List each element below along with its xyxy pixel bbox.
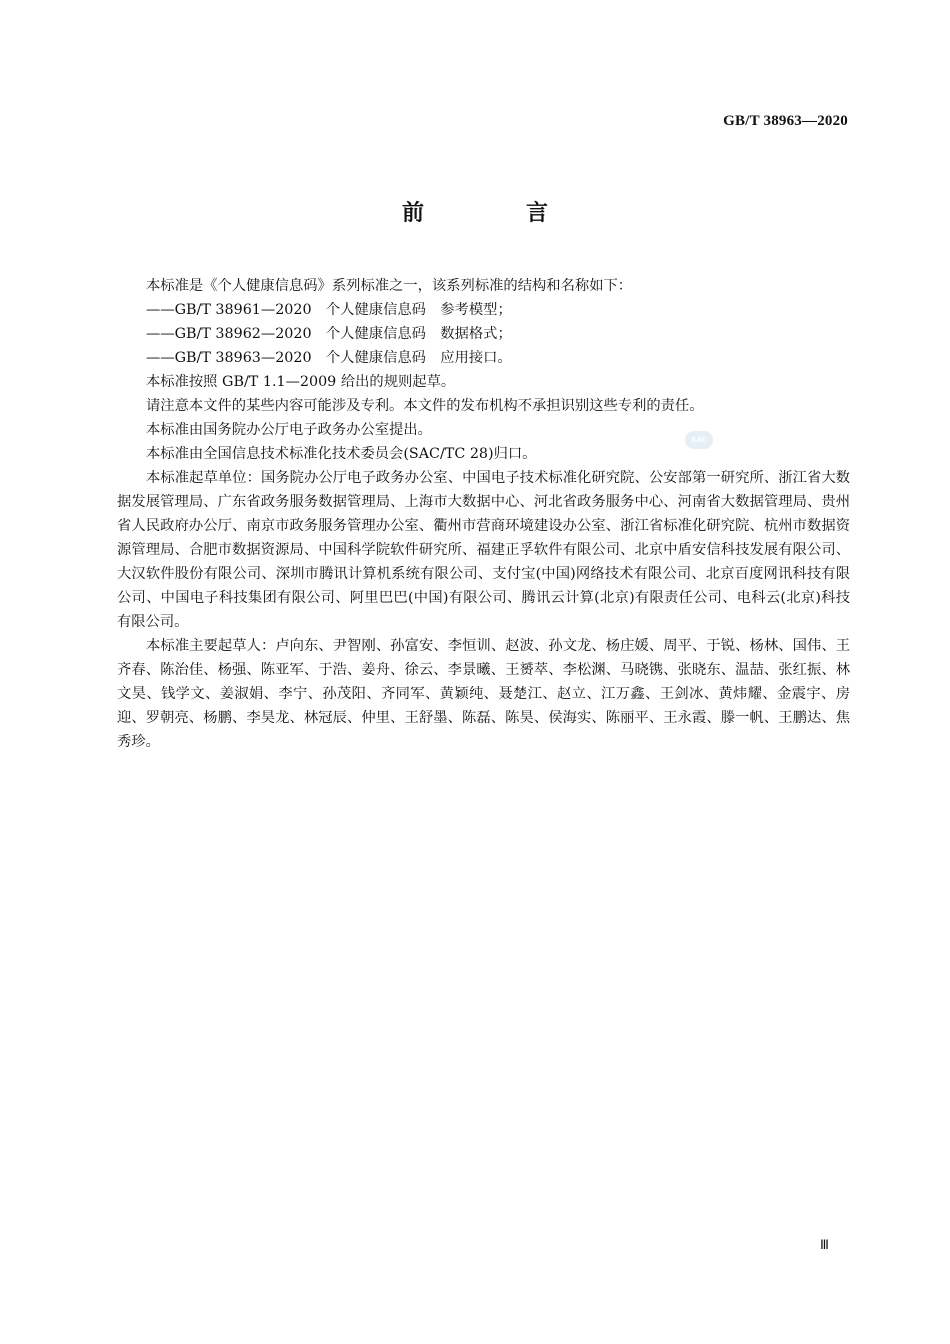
intro-paragraph: 本标准是《个人健康信息码》系列标准之一，该系列标准的结构和名称如下： [146,278,633,294]
drafters-paragraph: 本标准主要起草人：卢向东、尹智刚、孙富安、李恒训、赵波、孙文龙、杨庄媛、周平、于锐、杨林、国伟、王齐春、陈治佳、杨强、陈亚军、于浩、姜舟、徐云、李景曦、王赟萃、李松渊、马晓镌、张晓东、温喆、张红振、林文昊、钱学文、姜淑娟、李宁、孙茂阳、齐同军、黄颖纯、聂楚江、赵立、江万鑫、王剑冰、黄炜耀、金震宇、房迎、罗朝亮、杨鹏、李昊龙、林冠辰、仲里、王舒墨、陈磊、陈昊、侯海实、陈丽平、王永霞、滕一帆、王鹏达、焦秀珍。 [117,638,850,750]
patent-notice-paragraph: 请注意本文件的某些内容可能涉及专利。本文件的发布机构不承担识别这些专利的责任。 [146,398,704,414]
sac-watermark-logo: SAC [685,431,713,449]
page-title: 前 言 [401,200,588,226]
series-item: ——GB/T 38961—2020 个人健康信息码 参考模型； [146,302,512,318]
series-item: ——GB/T 38963—2020 个人健康信息码 应用接口。 [146,350,512,366]
proposed-by-paragraph: 本标准由国务院办公厅电子政务办公室提出。 [146,422,432,438]
standard-number: GB/T 38963—2020 [723,113,848,129]
drafting-units-paragraph: 本标准起草单位：国务院办公厅电子政务办公室、中国电子技术标准化研究院、公安部第一研究所、浙江省大数据发展管理局、广东省政务服务数据管理局、上海市大数据中心、河北省政务服务中心、河南省大数据管理局、贵州省人民政府办公厅、南京市政务服务管理办公室、衢州市营商环境建设办公室、浙江省标准化研究院、杭州市数据资源管理局、合肥市数据资源局、中国科学院软件研究所、福建正孚软件有限公司、北京中盾安信科技发展有限公司、大汉软件股份有限公司、深圳市腾讯计算机系统有限公司、支付宝(中国)网络技术有限公司、北京百度网讯科技有限公司、中国电子科技集团有限公司、阿里巴巴(中国)有限公司、腾讯云计算(北京)有限责任公司、电科云(北京)科技有限公司。 [117,470,850,630]
page-number: Ⅲ [820,1237,829,1252]
foreword-body [117,274,850,754]
series-item: ——GB/T 38962—2020 个人健康信息码 数据格式； [146,326,512,342]
drafting-rules-paragraph: 本标准按照 GB/T 1.1—2009 给出的规则起草。 [146,374,456,390]
managed-by-paragraph: 本标准由全国信息技术标准化技术委员会(SAC/TC 28)归口。 [146,446,537,462]
